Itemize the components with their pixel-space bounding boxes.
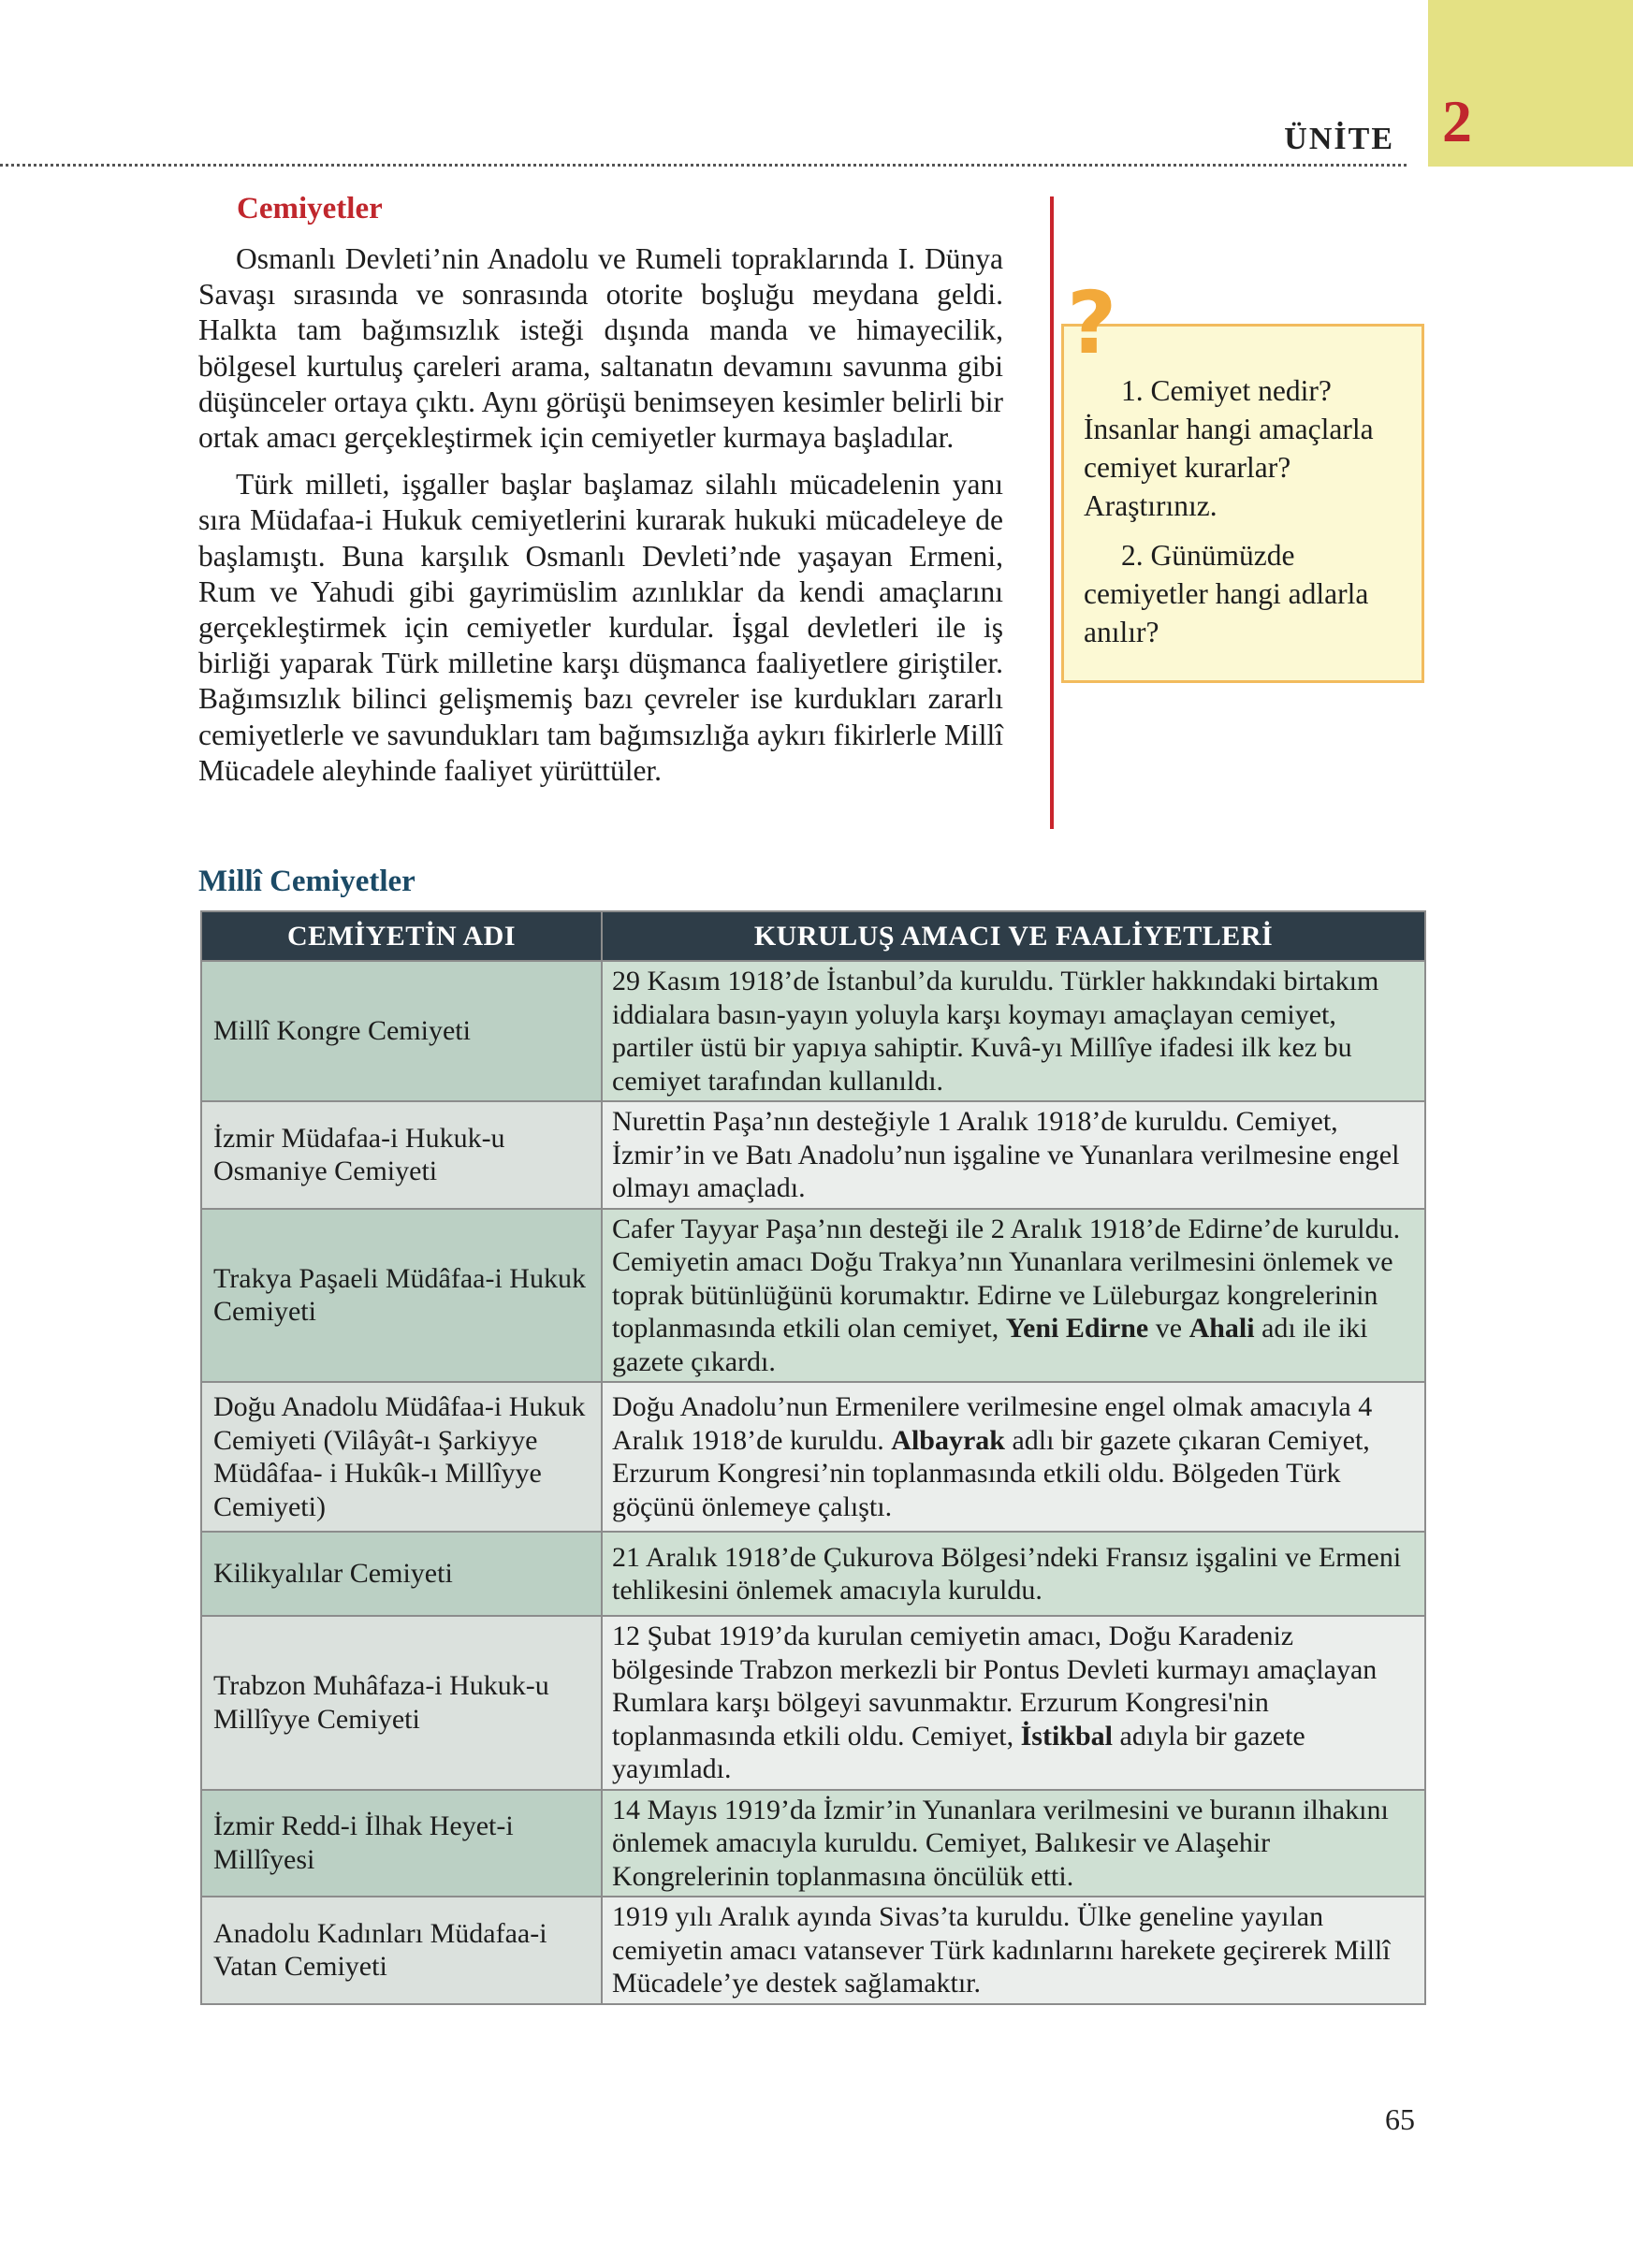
table-row	[201, 961, 1425, 1101]
column-divider	[1050, 196, 1054, 829]
society-description	[602, 1790, 1425, 1897]
section-body	[198, 241, 1003, 800]
newspaper-name: Ahali	[1188, 1313, 1255, 1344]
question-mark-icon: ?	[1067, 273, 1117, 373]
society-description	[602, 1616, 1425, 1790]
section-paragraph: Türk milleti, işgaller başlar başlamaz silahlı mücadelenin yanı sıra Müdafaa-i Hukuk cemiyetlerini kurarak hukuki mücadeleye de başlamıştı. Buna karşılık Osmanlı Devleti’nde yaşayan Ermeni, Rum ve Yahudi gibi gayrimüslim azınlıklar da kendi amaçlarını gerçekleştirmek için cemiyetler kurdular. İşgal devletleri ile iş birliği yaparak Türk milletine karşı düşmanca faaliyetlere giriştiler. Bağımsızlık bilinci gelişmemiş bazı çevreler ise kurdukları zararlı cemiyetlerle ve savundukları tam bağımsızlığa aykırı fikirlerle Millî Mücadele aleyhinde faaliyet yürüttüler.	[198, 468, 1003, 787]
table-header-row	[201, 911, 1425, 961]
description-text: adı ile iki gazete çıkardı.	[612, 1313, 1368, 1377]
society-description	[602, 1101, 1425, 1209]
section-title: Cemiyetler	[237, 192, 383, 225]
table-row	[201, 1532, 1425, 1616]
description-text: ve	[1148, 1313, 1189, 1344]
unit-label: ÜNİTE	[1284, 122, 1394, 156]
section-paragraph: Osmanlı Devleti’nin Anadolu ve Rumeli topraklarında I. Dünya Savaşı sırasında ve sonrasında otorite boşluğu meydana geldi. Halkta tam bağımsızlık isteği dışında manda ve himayecilik, bölgesel kurtuluş çareleri arama, saltanatın devamını savunma gibi düşünceler ortaya çıktı. Aynı görüşü benimseyen kesimler belirli bir ortak amacı gerçekleştirmek için cemiyetler kurmaya başladılar.	[198, 242, 1003, 455]
description-text: 29 Kasım 1918’de İstanbul’da kuruldu. Türkler hakkındaki birtakım iddialara basın-yayın yoluyla karşı koymayı amaçlayan cemiyet, partiler üstü bir yapıya sahiptir. Kuvâ-yı Millîye ifadesi ilk kez bu cemiyet tarafından kullanıldı.	[612, 966, 1379, 1097]
description-text: adlı bir gazete çıkaran Cemiyet, Erzurum Kongresi’nin toplanmasında etkili oldu. Bölgeden Türk göçünü önlemeye çalıştı.	[612, 1424, 1370, 1522]
description-text: adıyla bir gazete yayımladı.	[612, 1720, 1305, 1784]
table-row	[201, 1897, 1425, 2004]
column-header-name: CEMİYETİN ADI	[201, 911, 602, 961]
society-description	[602, 961, 1425, 1101]
table-row	[201, 1382, 1425, 1532]
description-text: 14 Mayıs 1919’da İzmir’in Yunanlara verilmesini ve buranın ilhakını önlemek amacıyla kuruldu. Cemiyet, Balıkesir ve Alaşehir Kongrelerinin toplanmasına öncülük etti.	[612, 1794, 1389, 1892]
table-row	[201, 1616, 1425, 1790]
description-text: 12 Şubat 1919’da kurulan cemiyetin amacı, Doğu Karadeniz bölgesinde Trabzon merkezli bir Pontus Devleti kurmayı amaçlayan Rumlara karşı bölgeyi savunmaktır. Erzurum Kongresi'nin toplanmasında etkili oldu. Cemiyet,	[612, 1621, 1378, 1752]
unit-number: 2	[1442, 88, 1472, 154]
society-name: Kilikyalılar Cemiyeti	[201, 1532, 602, 1616]
question-item: 1. Cemiyet nedir? İnsanlar hangi amaçlarla cemiyet kurarlar? Araştırınız.	[1084, 374, 1374, 522]
newspaper-name: Yeni Edirne	[1005, 1313, 1149, 1344]
page-number: 65	[1385, 2102, 1415, 2136]
society-name: Trabzon Muhâfaza-i Hukuk-u Millîyye Cemiyeti	[201, 1616, 602, 1790]
description-text: Nurettin Paşa’nın desteğiyle 1 Aralık 1918’de kuruldu. Cemiyet, İzmir’in ve Batı Anadolu’nun işgaline ve Yunanlara verilmesine engel olmayı amaçladı.	[612, 1106, 1400, 1203]
table-body	[201, 961, 1425, 2004]
question-list	[1084, 371, 1411, 662]
society-name: Doğu Anadolu Müdâfaa-i Hukuk Cemiyeti (Vilâyât-ı Şarkiyye Müdâfaa- i Hukûk-ı Millîyye Cemiyeti)	[201, 1382, 602, 1532]
society-description	[602, 1897, 1425, 2004]
society-name: İzmir Müdafaa-i Hukuk-u Osmaniye Cemiyeti	[201, 1101, 602, 1209]
society-name: Anadolu Kadınları Müdafaa-i Vatan Cemiyeti	[201, 1897, 602, 2004]
newspaper-name: İstikbal	[1020, 1720, 1113, 1752]
table-title: Millî Cemiyetler	[198, 865, 416, 898]
header-dotted-divider	[0, 164, 1407, 167]
description-text: Doğu Anadolu’nun Ermenilere verilmesine engel olmak amacıyla 4 Aralık 1918’de kuruldu.	[612, 1391, 1373, 1456]
description-text: 1919 yılı Aralık ayında Sivas’ta kuruldu. Ülke geneline yayılan cemiyetin amacı vatansever Türk kadınlarını harekete geçirerek Millî Mücadele’ye destek sağlamaktır.	[612, 1901, 1391, 1999]
question-item: 2. Günümüzde cemiyetler hangi adlarla anılır?	[1084, 539, 1369, 648]
society-name: Trakya Paşaeli Müdâfaa-i Hukuk Cemiyeti	[201, 1209, 602, 1383]
societies-table	[200, 910, 1426, 2005]
society-name: İzmir Redd-i İlhak Heyet-i Millîyesi	[201, 1790, 602, 1897]
table-row	[201, 1101, 1425, 1209]
table-row	[201, 1790, 1425, 1897]
newspaper-name: Albayrak	[891, 1424, 1005, 1456]
society-description	[602, 1532, 1425, 1616]
society-description	[602, 1382, 1425, 1532]
description-text: 21 Aralık 1918’de Çukurova Bölgesi’ndeki Fransız işgalini ve Ermeni tehlikesini önlemek amacıyla kuruldu.	[612, 1541, 1402, 1606]
society-description	[602, 1209, 1425, 1383]
society-name: Millî Kongre Cemiyeti	[201, 961, 602, 1101]
description-text: Cafer Tayyar Paşa’nın desteği ile 2 Aralık 1918’de Edirne’de kuruldu. Cemiyetin amacı Doğu Trakya’nın Yunanlara verilmesini önlemek ve toprak bütünlüğünü korumaktır. Edirne ve Lüleburgaz kongrelerinin toplanmasında etkili olan cemiyet,	[612, 1213, 1401, 1344]
table-row	[201, 1209, 1425, 1383]
column-header-purpose: KURULUŞ AMACI VE FAALİYETLERİ	[602, 911, 1425, 961]
